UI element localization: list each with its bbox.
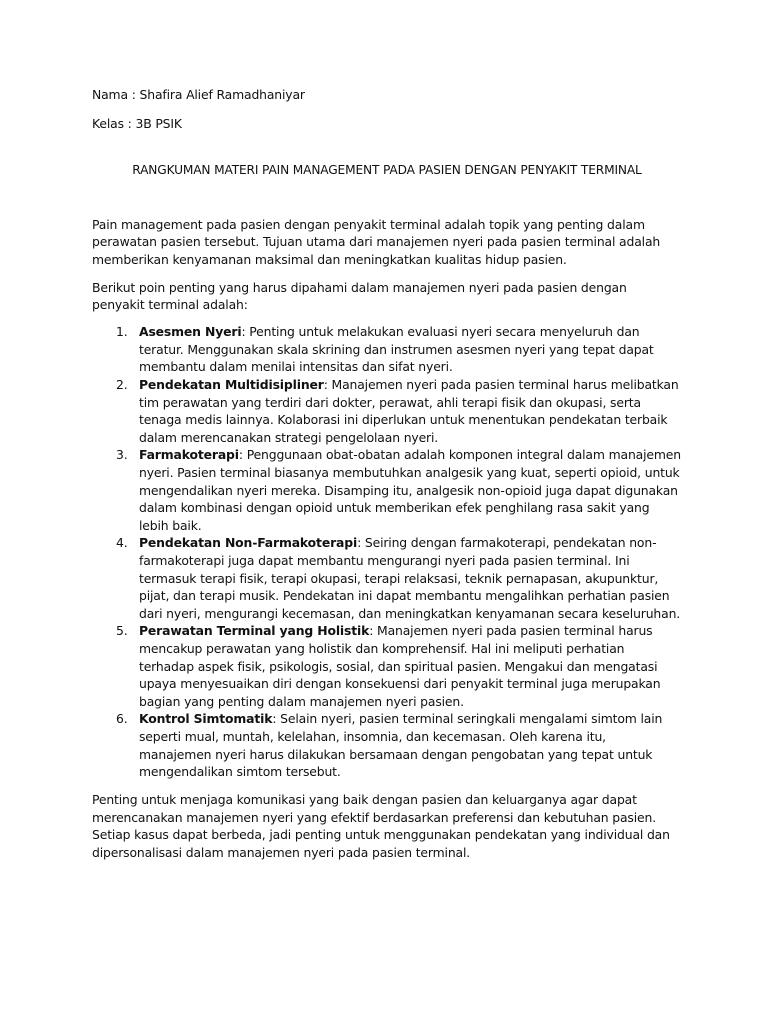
list-item-text: : Seiring dengan farmakoterapi, pendekatan non-farmakoterapi juga dapat membantu mengurangi nyeri pada pasien terminal. Ini termasuk terapi fisik, terapi okupasi, terapi relaksasi, teknik pernapasan, akupunktur, pijat, dan terapi musik. Pendekatan ini dapat membantu mengalihkan perhatian pasien dari nyeri, mengurangi kecemasan, dan meningkatkan kenyamanan secara keseluruhan.: [139, 535, 681, 621]
list-item-number: 5.: [116, 623, 128, 639]
list-item-number: 3.: [116, 447, 128, 463]
list-item-number: 6.: [116, 711, 128, 727]
list-item: [92, 710, 682, 780]
student-class: Kelas : 3B PSIK: [92, 116, 182, 132]
intro-paragraph: Pain management pada pasien dengan penyakit terminal adalah topik yang penting dalam perawatan pasien tersebut. Tujuan utama dari manajemen nyeri pada pasien terminal adalah memberikan kenyamanan maksimal dan meningkatkan kualitas hidup pasien.: [92, 216, 661, 267]
list-item-term: Asesmen Nyeri: [139, 324, 242, 340]
list-item-number: 2.: [116, 377, 128, 393]
list-item-text: : Penting untuk melakukan evaluasi nyeri secara menyeluruh dan teratur. Menggunakan skala skrining dan instrumen asesmen nyeri yang tepat dapat membantu dalam menilai intensitas dan sifat nyeri.: [139, 324, 654, 375]
list-item-number: 1.: [116, 324, 128, 340]
list-item: [92, 323, 682, 376]
list-item: [92, 534, 682, 622]
list-item-term: Perawatan Terminal yang Holistik: [139, 623, 370, 639]
document-title: RANGKUMAN MATERI PAIN MANAGEMENT PADA PASIEN DENGAN PENYAKIT TERMINAL: [132, 162, 642, 177]
student-name: Nama : Shafira Alief Ramadhaniyar: [92, 87, 305, 102]
key-points-list: [92, 323, 682, 780]
list-item-text: : Manajemen nyeri pada pasien terminal harus melibatkan tim perawatan yang terdiri dari dokter, perawat, ahli terapi fisik dan okupasi, serta tenaga medis lainnya. Kolaborasi ini diperlukan untuk menentukan pendekatan terbaik dalam merencanakan strategi pengelolaan nyeri.: [139, 377, 679, 445]
list-item-term: Pendekatan Multidisipliner: [139, 377, 324, 393]
lead-in-paragraph: Berikut poin penting yang harus dipahami dalam manajemen nyeri pada pasien dengan penyakit terminal adalah:: [92, 279, 627, 313]
list-item-term: Pendekatan Non-Farmakoterapi: [139, 535, 358, 551]
list-item: [92, 622, 682, 710]
list-item: [92, 376, 682, 446]
list-item-text: : Penggunaan obat-obatan adalah komponen integral dalam manajemen nyeri. Pasien terminal biasanya membutuhkan analgesik yang kuat, seperti opioid, untuk mengendalikan nyeri mereka. Disamping itu, analgesik non-opioid juga dapat digunakan dalam kombinasi dengan opioid untuk memberikan efek penghilang rasa sakit yang lebih baik.: [139, 447, 681, 533]
list-item-number: 4.: [116, 535, 128, 551]
document-body: [92, 86, 682, 862]
list-item-text: : Selain nyeri, pasien terminal seringkali mengalami simtom lain seperti mual, muntah, kelelahan, insomnia, dan kecemasan. Oleh karena itu, manajemen nyeri harus dilakukan bersamaan dengan pengobatan yang tepat untuk mengendalikan simtom tersebut.: [139, 711, 663, 780]
list-item: [92, 446, 682, 534]
list-item-term: Kontrol Simtomatik: [139, 711, 273, 727]
list-item-term: Farmakoterapi: [139, 447, 239, 463]
closing-paragraph: Penting untuk menjaga komunikasi yang baik dengan pasien dan keluarganya agar dapat merencanakan manajemen nyeri yang efektif berdasarkan preferensi dan kebutuhan pasien. Setiap kasus dapat berbeda, jadi penting untuk menggunakan pendekatan yang individual dan dipersonalisasi dalam manajemen nyeri pada pasien terminal.: [92, 792, 670, 860]
list-item-text: : Manajemen nyeri pada pasien terminal harus mencakup perawatan yang holistik dan komprehensif. Hal ini meliputi perhatian terhadap aspek fisik, psikologis, sosial, dan spiritual pasien. Mengakui dan mengatasi upaya menyesuaikan diri dengan konsekuensi dari penyakit terminal juga merupakan bagian yang penting dalam manajemen nyeri pasien.: [139, 623, 661, 709]
